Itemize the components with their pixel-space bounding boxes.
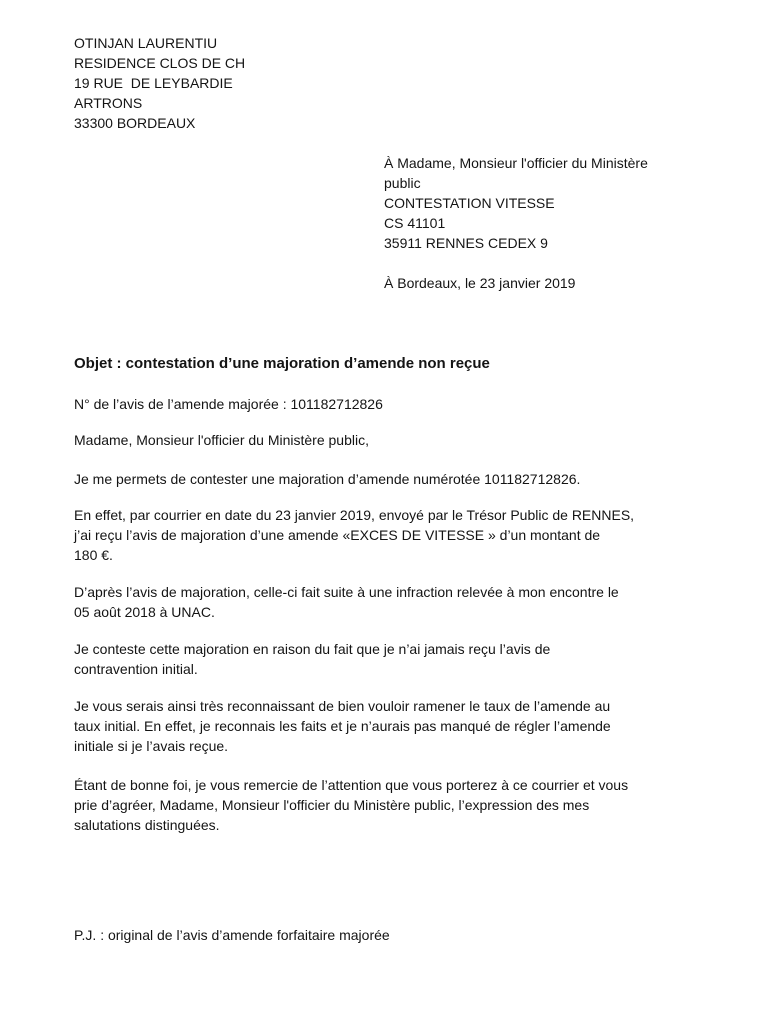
sender-address-line: ARTRONS: [74, 95, 143, 111]
paragraph-line: taux initial. En effet, je reconnais les faits et je n’aurais pas manqué de régler l’amende: [74, 718, 611, 734]
recipient-postal-city: 35911 RENNES CEDEX 9: [384, 235, 548, 251]
recipient-line: CS 41101: [384, 215, 446, 231]
recipient-line: public: [384, 175, 421, 191]
paragraph-line: Je me permets de contester une majoration d’amende numérotée 101182712826.: [74, 471, 581, 487]
place-date: [384, 273, 575, 293]
fine-reference: [74, 394, 383, 414]
paragraph-line: initiale si je l’avais reçue.: [74, 738, 229, 754]
sender-name: OTINJAN LAURENTIU: [74, 35, 218, 51]
paragraph-line: Je conteste cette majoration en raison du fait que je n’ai jamais reçu l’avis de: [74, 641, 551, 657]
paragraph-line: 05 août 2018 à UNAC.: [74, 604, 215, 620]
place-date-text: À Bordeaux, le 23 janvier 2019: [384, 275, 576, 291]
sender-address-line: 19 RUE DE LEYBARDIE: [74, 75, 233, 91]
letter-subject: [74, 354, 490, 374]
body-paragraph-4: [74, 639, 550, 679]
paragraph-line: j’ai reçu l’avis de majoration d’une amende «EXCES DE VITESSE » d’un montant de: [74, 527, 601, 543]
body-paragraph-5: [74, 696, 611, 756]
attachment-note: [74, 925, 390, 945]
recipient-line: À Madame, Monsieur l'officier du Ministère: [384, 155, 648, 171]
body-paragraph-1: [74, 469, 580, 489]
closing-paragraph: [74, 775, 628, 835]
paragraph-line: D’après l’avis de majoration, celle-ci fait suite à une infraction relevée à mon encontre le: [74, 584, 619, 600]
salutation: [74, 430, 369, 450]
sender-postal-city: 33300 BORDEAUX: [74, 115, 196, 131]
recipient-line: CONTESTATION VITESSE: [384, 195, 555, 211]
reference-text: N° de l’avis de l’amende majorée : 101182712826: [74, 396, 383, 412]
salutation-text: Madame, Monsieur l'officier du Ministère public,: [74, 432, 369, 448]
subject-text: Objet : contestation d’une majoration d’amende non reçue: [74, 355, 490, 372]
sender-address-line: RESIDENCE CLOS DE CH: [74, 55, 246, 71]
paragraph-line: En effet, par courrier en date du 23 janvier 2019, envoyé par le Trésor Public de RENNES,: [74, 507, 635, 523]
body-paragraph-3: [74, 582, 619, 622]
paragraph-line: prie d’agréer, Madame, Monsieur l'officier du Ministère public, l’expression des mes: [74, 797, 590, 813]
sender-address: [74, 33, 245, 133]
recipient-address: [384, 153, 648, 253]
attachment-text: P.J. : original de l’avis d’amende forfaitaire majorée: [74, 927, 390, 943]
body-paragraph-2: [74, 505, 634, 565]
paragraph-line: Étant de bonne foi, je vous remercie de l’attention que vous porterez à ce courrier et vous: [74, 777, 629, 793]
paragraph-line: 180 €.: [74, 547, 113, 563]
paragraph-line: salutations distinguées.: [74, 817, 220, 833]
paragraph-line: contravention initial.: [74, 661, 198, 677]
paragraph-line: Je vous serais ainsi très reconnaissant de bien vouloir ramener le taux de l’amende au: [74, 698, 611, 714]
